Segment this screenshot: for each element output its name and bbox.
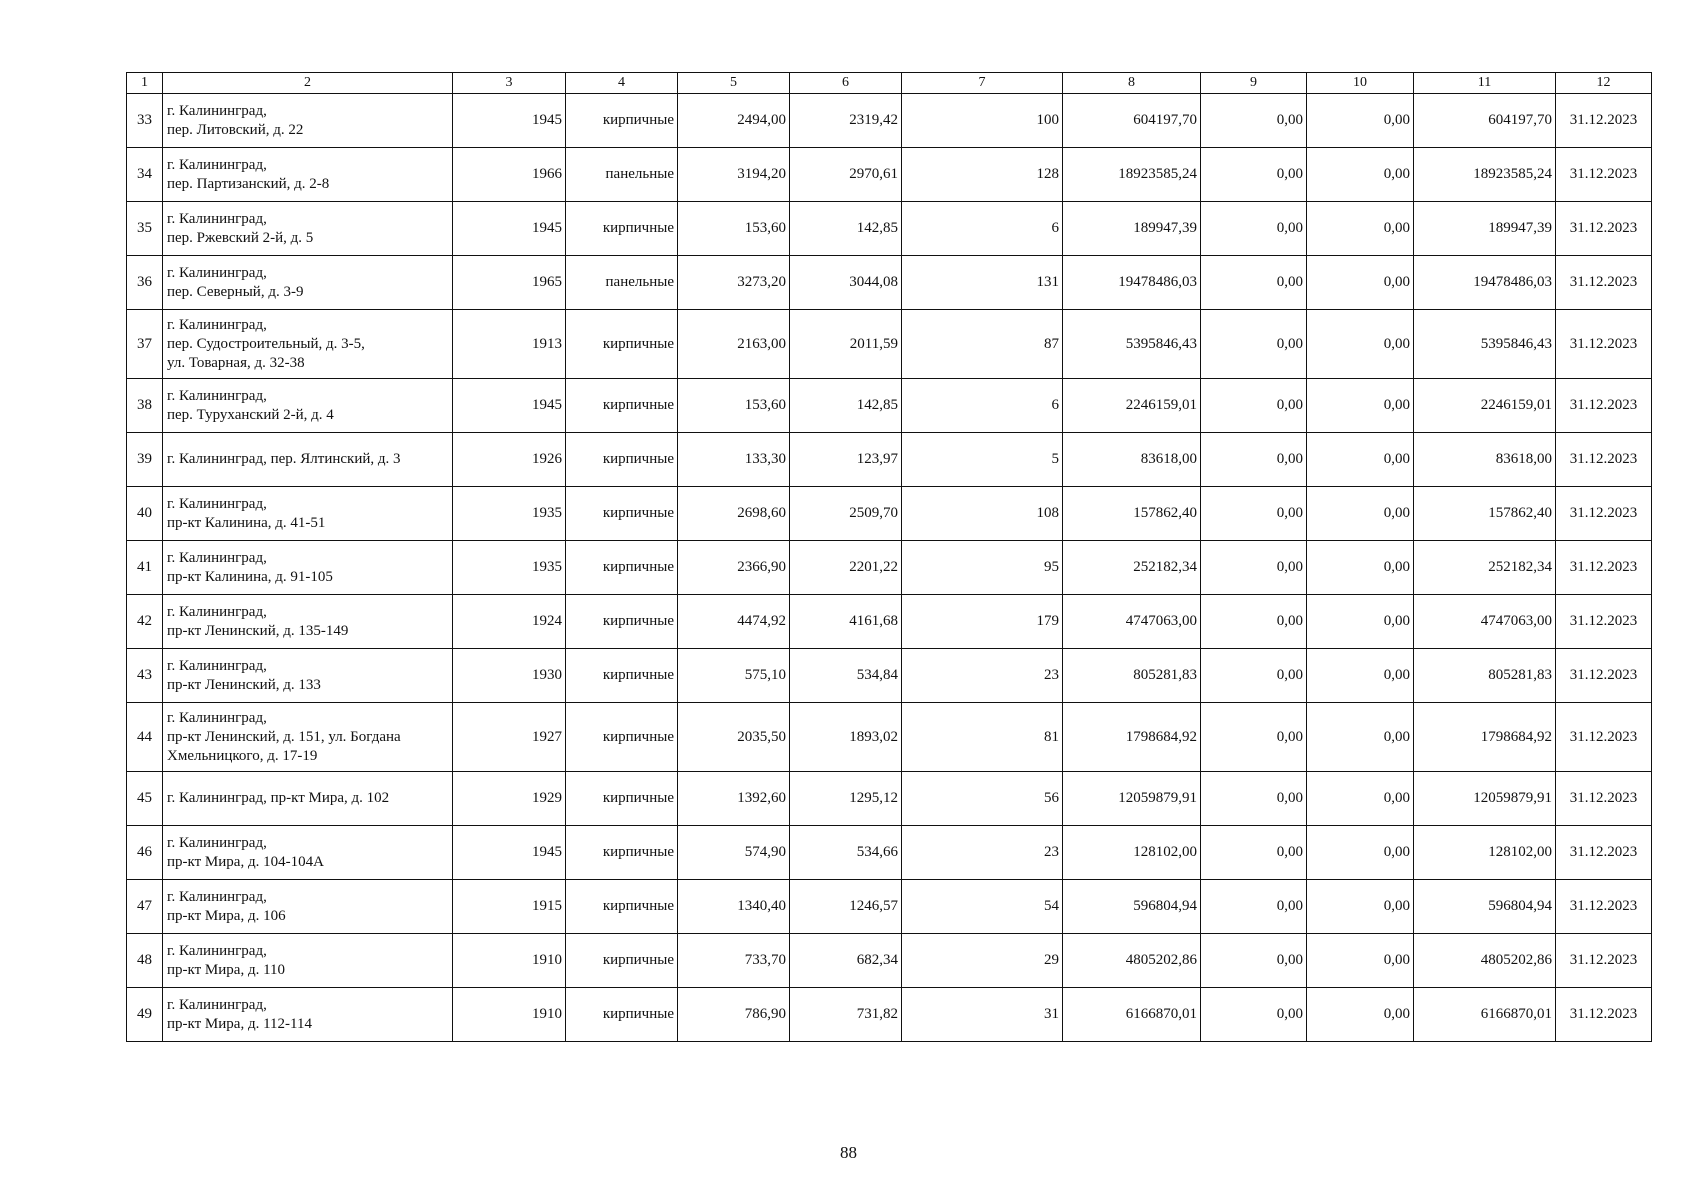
wall-material-cell: кирпичные [566,988,678,1042]
col6-cell: 2201,22 [790,541,902,595]
table-row [127,94,1652,148]
col7-cell: 5 [902,433,1063,487]
address-cell: г. Калининград, пр-кт Ленинский, д. 151, ул. Богдана Хмельницкого, д. 17-19 [163,703,453,772]
col6-cell: 2509,70 [790,487,902,541]
col9-cell: 0,00 [1201,94,1307,148]
col6-cell: 534,84 [790,649,902,703]
col7-cell: 87 [902,310,1063,379]
col11-cell: 5395846,43 [1414,310,1556,379]
wall-material-cell: кирпичные [566,379,678,433]
address-cell: г. Калининград, пер. Туруханский 2-й, д. 4 [163,379,453,433]
col9-cell: 0,00 [1201,772,1307,826]
date-cell: 31.12.2023 [1556,595,1652,649]
date-cell: 31.12.2023 [1556,202,1652,256]
row-number: 47 [127,880,163,934]
wall-material-cell: кирпичные [566,826,678,880]
col10-cell: 0,00 [1307,256,1414,310]
date-cell: 31.12.2023 [1556,649,1652,703]
col7-cell: 29 [902,934,1063,988]
row-number: 35 [127,202,163,256]
table-row [127,772,1652,826]
address-cell: г. Калининград, пр-кт Мира, д. 106 [163,880,453,934]
table-row [127,649,1652,703]
column-header-5: 5 [678,73,790,94]
col10-cell: 0,00 [1307,934,1414,988]
col5-cell: 2163,00 [678,310,790,379]
col5-cell: 1392,60 [678,772,790,826]
table-row [127,880,1652,934]
column-header-1: 1 [127,73,163,94]
col9-cell: 0,00 [1201,310,1307,379]
column-header-12: 12 [1556,73,1652,94]
col6-cell: 731,82 [790,988,902,1042]
col10-cell: 0,00 [1307,148,1414,202]
col6-cell: 534,66 [790,826,902,880]
col6-cell: 142,85 [790,379,902,433]
date-cell: 31.12.2023 [1556,826,1652,880]
col9-cell: 0,00 [1201,988,1307,1042]
col10-cell: 0,00 [1307,880,1414,934]
col5-cell: 3273,20 [678,256,790,310]
wall-material-cell: кирпичные [566,595,678,649]
table-row [127,379,1652,433]
col8-cell: 604197,70 [1063,94,1201,148]
col11-cell: 157862,40 [1414,487,1556,541]
col6-cell: 4161,68 [790,595,902,649]
address-cell: г. Калининград, пр-кт Мира, д. 110 [163,934,453,988]
wall-material-cell: кирпичные [566,703,678,772]
wall-material-cell: кирпичные [566,94,678,148]
date-cell: 31.12.2023 [1556,433,1652,487]
col5-cell: 733,70 [678,934,790,988]
col7-cell: 179 [902,595,1063,649]
col5-cell: 1340,40 [678,880,790,934]
col8-cell: 1798684,92 [1063,703,1201,772]
table-row [127,703,1652,772]
col6-cell: 123,97 [790,433,902,487]
wall-material-cell: панельные [566,256,678,310]
wall-material-cell: кирпичные [566,772,678,826]
col11-cell: 83618,00 [1414,433,1556,487]
row-number: 49 [127,988,163,1042]
page-number: 88 [840,1143,857,1162]
col8-cell: 252182,34 [1063,541,1201,595]
wall-material-cell: кирпичные [566,202,678,256]
col5-cell: 2494,00 [678,94,790,148]
row-number: 37 [127,310,163,379]
col6-cell: 2319,42 [790,94,902,148]
col9-cell: 0,00 [1201,433,1307,487]
col11-cell: 189947,39 [1414,202,1556,256]
col10-cell: 0,00 [1307,988,1414,1042]
col11-cell: 128102,00 [1414,826,1556,880]
col5-cell: 2366,90 [678,541,790,595]
col5-cell: 574,90 [678,826,790,880]
address-cell: г. Калининград, пер. Ялтинский, д. 3 [163,433,453,487]
date-cell: 31.12.2023 [1556,379,1652,433]
col9-cell: 0,00 [1201,487,1307,541]
column-header-9: 9 [1201,73,1307,94]
col10-cell: 0,00 [1307,202,1414,256]
address-cell: г. Калининград, пр-кт Мира, д. 104-104А [163,826,453,880]
year-cell: 1930 [453,649,566,703]
housing-table-container [126,72,1650,1042]
year-cell: 1910 [453,934,566,988]
date-cell: 31.12.2023 [1556,310,1652,379]
col8-cell: 19478486,03 [1063,256,1201,310]
col5-cell: 2698,60 [678,487,790,541]
year-cell: 1945 [453,379,566,433]
table-row [127,148,1652,202]
row-number: 36 [127,256,163,310]
year-cell: 1965 [453,256,566,310]
table-row [127,934,1652,988]
date-cell: 31.12.2023 [1556,148,1652,202]
col8-cell: 805281,83 [1063,649,1201,703]
col7-cell: 56 [902,772,1063,826]
date-cell: 31.12.2023 [1556,988,1652,1042]
col9-cell: 0,00 [1201,826,1307,880]
column-number-header-row [127,73,1652,94]
table-row [127,310,1652,379]
column-header-8: 8 [1063,73,1201,94]
col11-cell: 805281,83 [1414,649,1556,703]
wall-material-cell: кирпичные [566,649,678,703]
col8-cell: 6166870,01 [1063,988,1201,1042]
wall-material-cell: кирпичные [566,487,678,541]
address-cell: г. Калининград, пр-кт Калинина, д. 41-51 [163,487,453,541]
col9-cell: 0,00 [1201,703,1307,772]
col11-cell: 1798684,92 [1414,703,1556,772]
row-number: 48 [127,934,163,988]
col8-cell: 596804,94 [1063,880,1201,934]
address-cell: г. Калининград, пр-кт Мира, д. 102 [163,772,453,826]
col8-cell: 5395846,43 [1063,310,1201,379]
row-number: 40 [127,487,163,541]
year-cell: 1945 [453,202,566,256]
table-row [127,541,1652,595]
col9-cell: 0,00 [1201,880,1307,934]
col6-cell: 1893,02 [790,703,902,772]
address-cell: г. Калининград, пер. Северный, д. 3-9 [163,256,453,310]
col11-cell: 19478486,03 [1414,256,1556,310]
date-cell: 31.12.2023 [1556,772,1652,826]
col7-cell: 95 [902,541,1063,595]
col5-cell: 3194,20 [678,148,790,202]
col9-cell: 0,00 [1201,202,1307,256]
col6-cell: 2011,59 [790,310,902,379]
year-cell: 1910 [453,988,566,1042]
col6-cell: 3044,08 [790,256,902,310]
row-number: 41 [127,541,163,595]
col10-cell: 0,00 [1307,703,1414,772]
col6-cell: 2970,61 [790,148,902,202]
col7-cell: 128 [902,148,1063,202]
col7-cell: 131 [902,256,1063,310]
row-number: 38 [127,379,163,433]
row-number: 39 [127,433,163,487]
year-cell: 1913 [453,310,566,379]
table-row [127,988,1652,1042]
year-cell: 1935 [453,487,566,541]
year-cell: 1945 [453,94,566,148]
col11-cell: 4805202,86 [1414,934,1556,988]
col11-cell: 604197,70 [1414,94,1556,148]
col10-cell: 0,00 [1307,826,1414,880]
col8-cell: 12059879,91 [1063,772,1201,826]
address-cell: г. Калининград, пр-кт Ленинский, д. 133 [163,649,453,703]
col5-cell: 133,30 [678,433,790,487]
table-row [127,595,1652,649]
year-cell: 1966 [453,148,566,202]
row-number: 46 [127,826,163,880]
year-cell: 1935 [453,541,566,595]
address-cell: г. Калининград, пер. Ржевский 2-й, д. 5 [163,202,453,256]
row-number: 34 [127,148,163,202]
column-header-11: 11 [1414,73,1556,94]
col10-cell: 0,00 [1307,310,1414,379]
table-row [127,433,1652,487]
address-cell: г. Калининград, пер. Партизанский, д. 2-8 [163,148,453,202]
wall-material-cell: кирпичные [566,541,678,595]
col9-cell: 0,00 [1201,256,1307,310]
col7-cell: 31 [902,988,1063,1042]
column-header-10: 10 [1307,73,1414,94]
col5-cell: 153,60 [678,202,790,256]
col5-cell: 153,60 [678,379,790,433]
col10-cell: 0,00 [1307,487,1414,541]
year-cell: 1929 [453,772,566,826]
wall-material-cell: кирпичные [566,310,678,379]
date-cell: 31.12.2023 [1556,94,1652,148]
col9-cell: 0,00 [1201,595,1307,649]
col8-cell: 83618,00 [1063,433,1201,487]
col8-cell: 18923585,24 [1063,148,1201,202]
col9-cell: 0,00 [1201,379,1307,433]
col6-cell: 1295,12 [790,772,902,826]
row-number: 33 [127,94,163,148]
col7-cell: 6 [902,202,1063,256]
column-header-6: 6 [790,73,902,94]
col11-cell: 2246159,01 [1414,379,1556,433]
wall-material-cell: кирпичные [566,934,678,988]
col5-cell: 786,90 [678,988,790,1042]
col8-cell: 128102,00 [1063,826,1201,880]
year-cell: 1924 [453,595,566,649]
col9-cell: 0,00 [1201,541,1307,595]
wall-material-cell: панельные [566,148,678,202]
col11-cell: 596804,94 [1414,880,1556,934]
col11-cell: 4747063,00 [1414,595,1556,649]
col10-cell: 0,00 [1307,595,1414,649]
row-number: 42 [127,595,163,649]
col6-cell: 142,85 [790,202,902,256]
col7-cell: 6 [902,379,1063,433]
col5-cell: 575,10 [678,649,790,703]
column-header-2: 2 [163,73,453,94]
wall-material-cell: кирпичные [566,433,678,487]
col8-cell: 4805202,86 [1063,934,1201,988]
row-number: 43 [127,649,163,703]
row-number: 45 [127,772,163,826]
column-header-7: 7 [902,73,1063,94]
col10-cell: 0,00 [1307,541,1414,595]
table-row [127,256,1652,310]
col7-cell: 23 [902,826,1063,880]
col10-cell: 0,00 [1307,649,1414,703]
col5-cell: 2035,50 [678,703,790,772]
year-cell: 1926 [453,433,566,487]
housing-table [126,72,1652,1042]
column-header-3: 3 [453,73,566,94]
col5-cell: 4474,92 [678,595,790,649]
date-cell: 31.12.2023 [1556,541,1652,595]
col9-cell: 0,00 [1201,649,1307,703]
date-cell: 31.12.2023 [1556,256,1652,310]
address-cell: г. Калининград, пр-кт Ленинский, д. 135-149 [163,595,453,649]
col7-cell: 108 [902,487,1063,541]
col10-cell: 0,00 [1307,94,1414,148]
year-cell: 1945 [453,826,566,880]
col8-cell: 2246159,01 [1063,379,1201,433]
wall-material-cell: кирпичные [566,880,678,934]
col8-cell: 189947,39 [1063,202,1201,256]
table-row [127,487,1652,541]
col11-cell: 252182,34 [1414,541,1556,595]
col6-cell: 1246,57 [790,880,902,934]
date-cell: 31.12.2023 [1556,934,1652,988]
address-cell: г. Калининград, пер. Судостроительный, д. 3-5, ул. Товарная, д. 32-38 [163,310,453,379]
col10-cell: 0,00 [1307,433,1414,487]
row-number: 44 [127,703,163,772]
col10-cell: 0,00 [1307,772,1414,826]
date-cell: 31.12.2023 [1556,880,1652,934]
col7-cell: 81 [902,703,1063,772]
col11-cell: 12059879,91 [1414,772,1556,826]
table-body [127,94,1652,1042]
col11-cell: 18923585,24 [1414,148,1556,202]
table-row [127,826,1652,880]
col7-cell: 23 [902,649,1063,703]
col10-cell: 0,00 [1307,379,1414,433]
col8-cell: 157862,40 [1063,487,1201,541]
date-cell: 31.12.2023 [1556,487,1652,541]
date-cell: 31.12.2023 [1556,703,1652,772]
col8-cell: 4747063,00 [1063,595,1201,649]
address-cell: г. Калининград, пер. Литовский, д. 22 [163,94,453,148]
table-row [127,202,1652,256]
column-header-4: 4 [566,73,678,94]
col9-cell: 0,00 [1201,934,1307,988]
col11-cell: 6166870,01 [1414,988,1556,1042]
col6-cell: 682,34 [790,934,902,988]
col7-cell: 54 [902,880,1063,934]
col9-cell: 0,00 [1201,148,1307,202]
address-cell: г. Калининград, пр-кт Мира, д. 112-114 [163,988,453,1042]
year-cell: 1915 [453,880,566,934]
col7-cell: 100 [902,94,1063,148]
address-cell: г. Калининград, пр-кт Калинина, д. 91-105 [163,541,453,595]
year-cell: 1927 [453,703,566,772]
